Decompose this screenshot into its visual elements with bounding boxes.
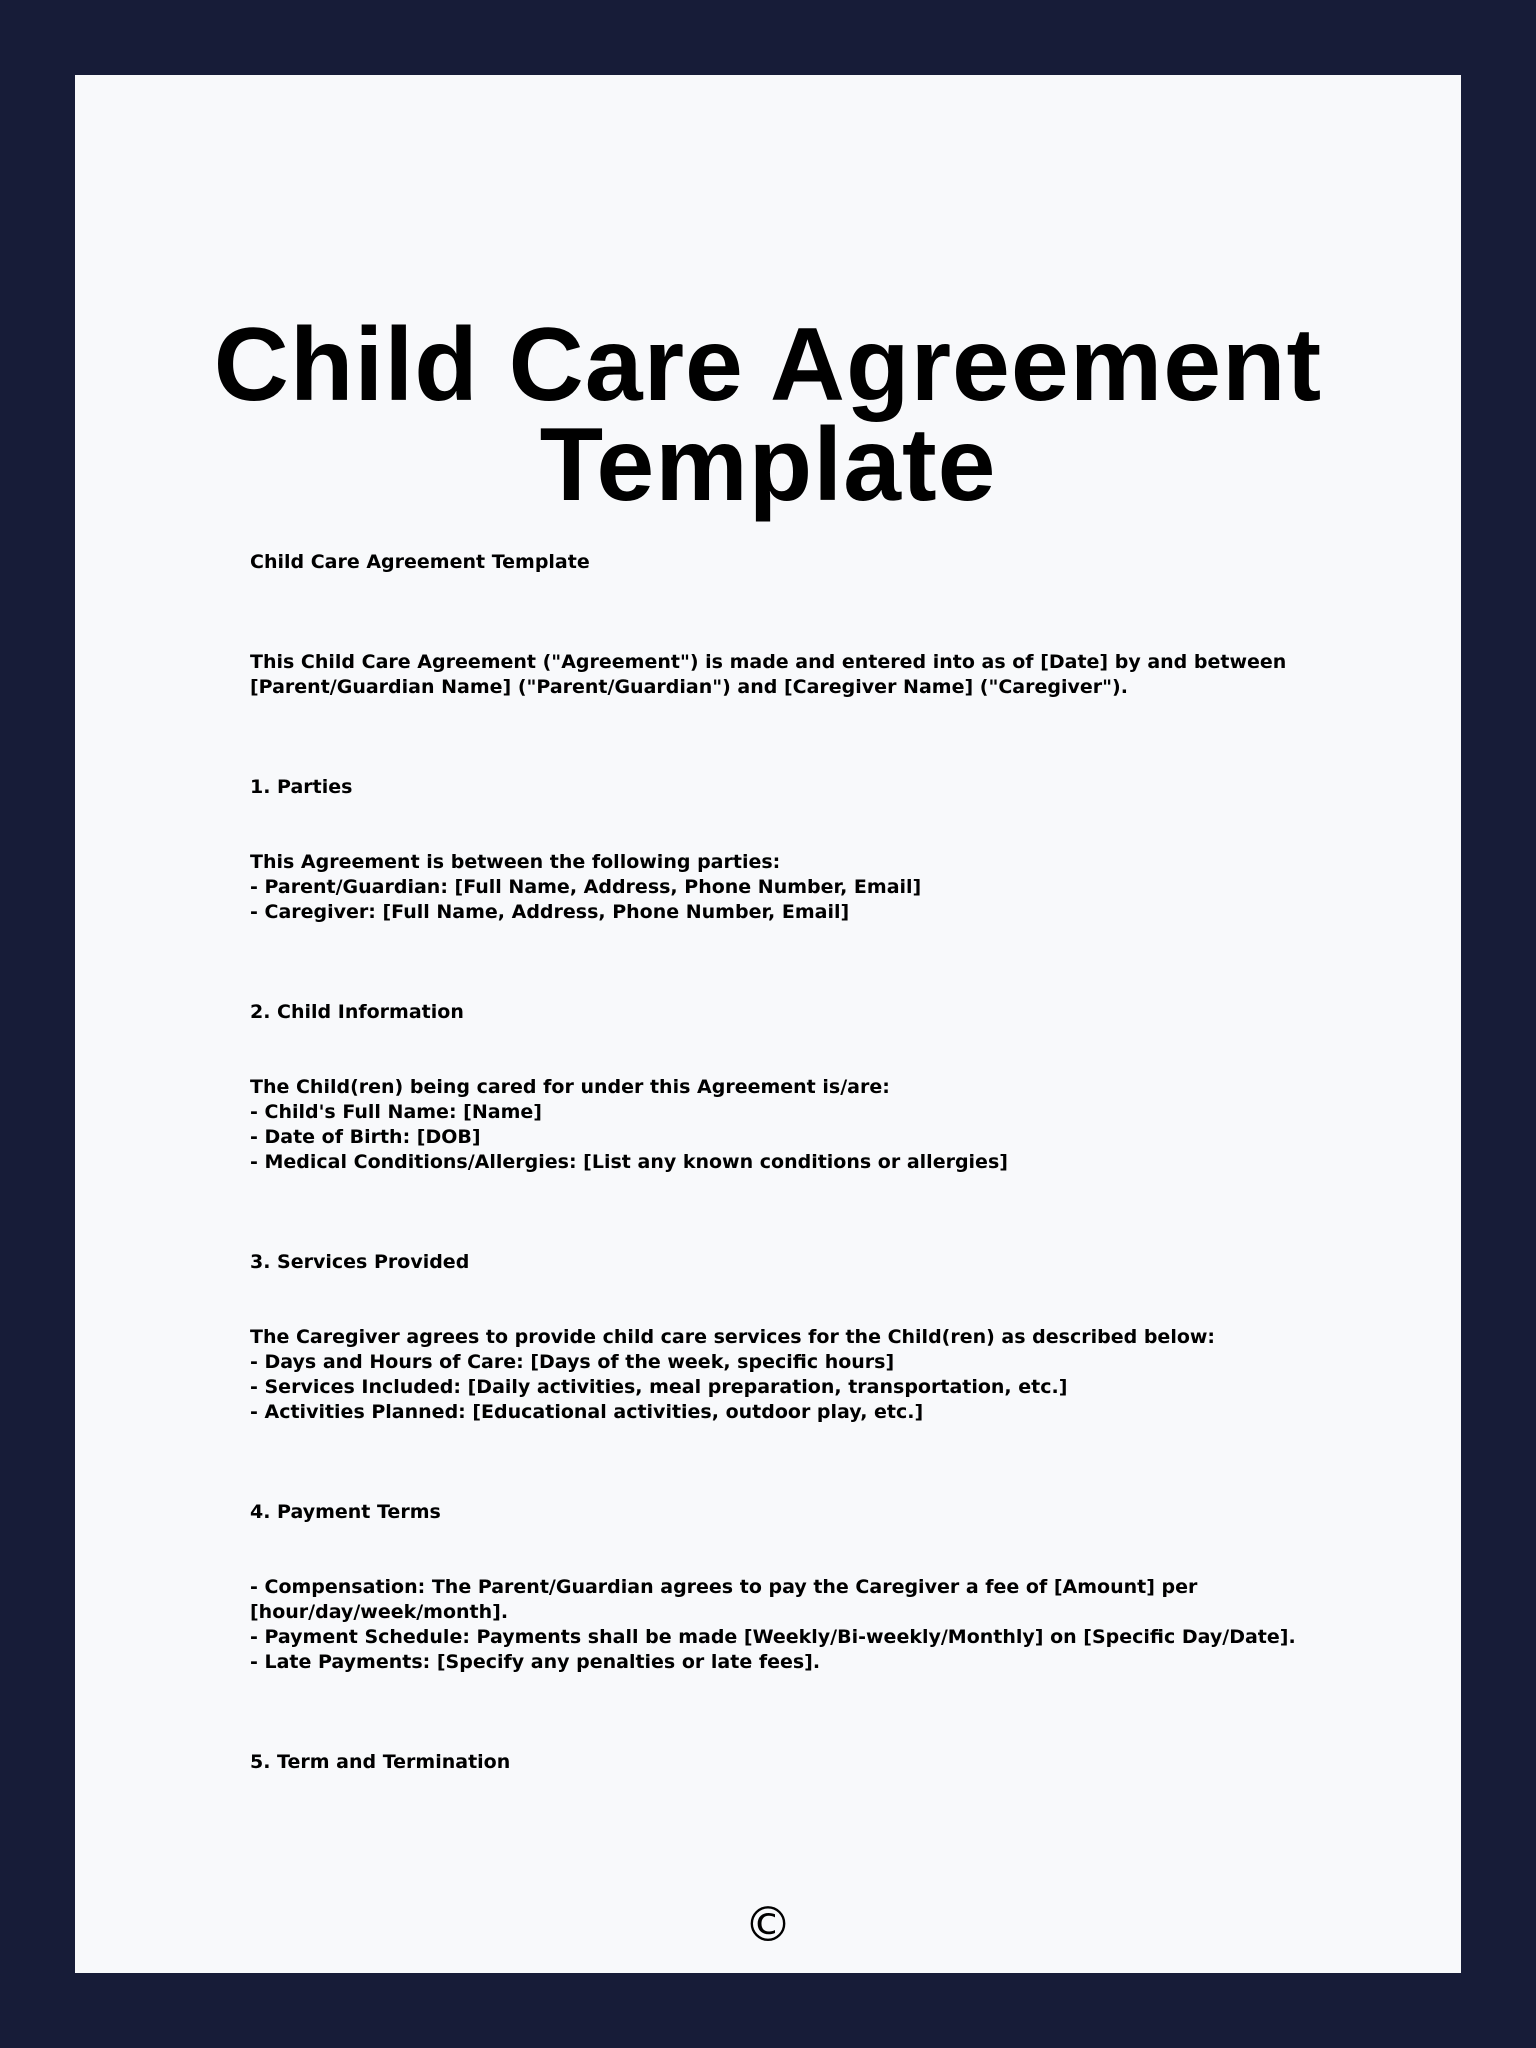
section-line: - Parent/Guardian: [Full Name, Address, Phone Number, Email] [250, 876, 922, 898]
section-line: The Child(ren) being cared for under this Agreement is/are: [250, 1076, 890, 1098]
section-line: - Caregiver: [Full Name, Address, Phone Number, Email] [250, 901, 850, 923]
section-line: - Late Payments: [Specify any penalties or late fees]. [250, 1651, 821, 1673]
section-heading-services-provided: 3. Services Provided [250, 1251, 470, 1273]
document-body [250, 550, 1310, 1775]
section-line: - Medical Conditions/Allergies: [List any known conditions or allergies] [250, 1151, 1008, 1173]
section-line: The Caregiver agrees to provide child care services for the Child(ren) as described below: [250, 1326, 1216, 1348]
section-line: - Activities Planned: [Educational activities, outdoor play, etc.] [250, 1401, 924, 1423]
section-heading-term-and-termination: 5. Term and Termination [250, 1751, 511, 1773]
intro-line: [Parent/Guardian Name] ("Parent/Guardian") and [Caregiver Name] ("Caregiver"). [250, 676, 1128, 698]
title-line-1: Child Care Agreement [213, 306, 1323, 423]
section-line: [hour/day/week/month]. [250, 1601, 509, 1623]
document-title [75, 306, 1461, 523]
section-line: - Payment Schedule: Payments shall be made [Weekly/Bi-weekly/Monthly] on [Specific Day/Date]. [250, 1626, 1296, 1648]
section-line: This Agreement is between the following parties: [250, 851, 781, 873]
document-subtitle: Child Care Agreement Template [250, 551, 590, 573]
section-heading-parties: 1. Parties [250, 776, 353, 798]
section-line: - Services Included: [Daily activities, meal preparation, transportation, etc.] [250, 1376, 1068, 1398]
intro-line: This Child Care Agreement ("Agreement") is made and entered into as of [Date] by and between [250, 651, 1287, 673]
section-line: - Date of Birth: [DOB] [250, 1126, 481, 1148]
section-heading-payment-terms: 4. Payment Terms [250, 1501, 441, 1523]
title-line-2: Template [539, 406, 997, 523]
section-heading-child-information: 2. Child Information [250, 1001, 464, 1023]
document-page [75, 75, 1461, 1973]
section-line: - Child's Full Name: [Name] [250, 1101, 542, 1123]
copyright-icon: © [744, 1897, 792, 1953]
section-line: - Compensation: The Parent/Guardian agrees to pay the Caregiver a fee of [Amount] per [250, 1576, 1198, 1598]
section-line: - Days and Hours of Care: [Days of the week, specific hours] [250, 1351, 895, 1373]
